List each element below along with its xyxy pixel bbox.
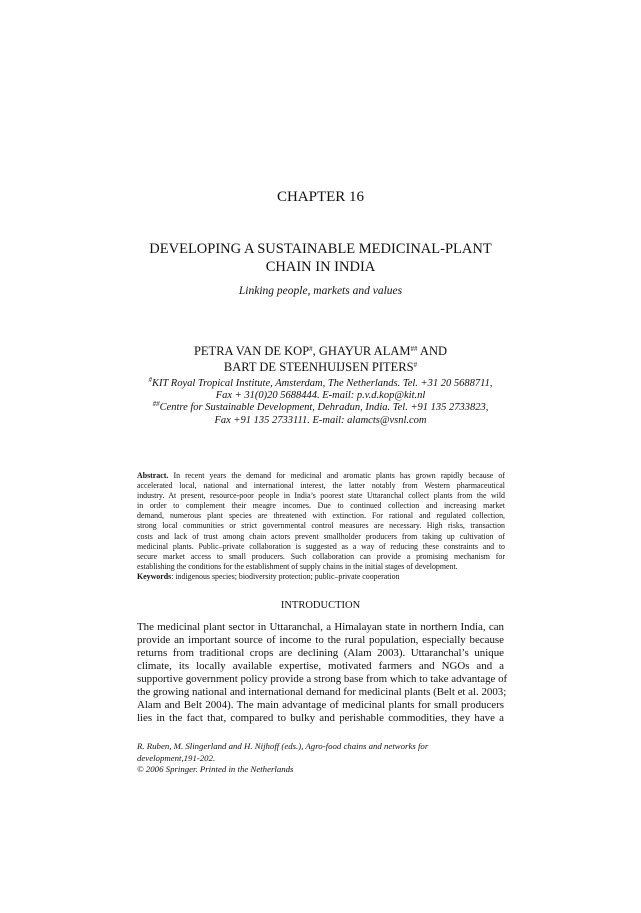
- chapter-subtitle: Linking people, markets and values: [238, 285, 403, 297]
- title-line: CHAIN IN INDIA: [265, 259, 376, 275]
- affiliation-mark: #: [148, 376, 152, 384]
- keywords: [137, 572, 505, 582]
- abstract-line: accelerated local, national and international interest, the latter notably from Western pharmaceutical: [137, 481, 505, 491]
- affiliation-line: KIT Royal Tropical Institute, Amsterdam, The Netherlands. Tel. +31 20 5688711,: [152, 378, 493, 389]
- section-heading: INTRODUCTION: [280, 600, 361, 611]
- affiliation-mark: #: [413, 361, 418, 369]
- body-line: returns from traditional crops are declining (Alam 2003). Uttaranchal’s unique: [137, 647, 504, 659]
- chapter-number: CHAPTER 16: [276, 189, 365, 205]
- affiliation-line: Fax + 31(0)20 5688444. E-mail: p.v.d.kop@kit.nl: [215, 390, 426, 402]
- body-line: The medicinal plant sector in Uttaranchal, a Himalayan state in northern India, can: [137, 621, 504, 633]
- abstract-line: medicinal plants. Public–private collaboration is suggested as a way of reducing these constraints and to: [137, 541, 505, 551]
- body-line: the growing national and international demand for medicinal plants (Belt et al. 2003;: [137, 686, 507, 698]
- footer-line: development,191-202.: [137, 752, 216, 763]
- body-line: lies in the fact that, compared to bulky and perishable commodities, they have a: [137, 712, 504, 724]
- footer-line: R. Ruben, M. Slingerland and H. Nijhoff (eds.), Agro-food chains and networks for: [137, 741, 429, 751]
- abstract-line: industry. At present, resource-poor people in India’s poorest state Uttaranchal collect plants from the wild: [137, 491, 505, 501]
- body-line: climate, its locally available expertise, motivated farmers and NGOs and a: [137, 660, 504, 672]
- keywords-label: Keywords: [137, 571, 172, 581]
- affiliation-mark: #: [309, 345, 313, 353]
- authors: [0, 343, 641, 375]
- author-conjunction: AND: [417, 344, 448, 358]
- abstract: [137, 471, 505, 582]
- keywords-text: : indigenous species; biodiversity protection; public–private cooperation: [171, 571, 400, 581]
- abstract-label: Abstract.: [137, 471, 169, 480]
- affiliations: [0, 378, 641, 427]
- author-name: , GHAYUR ALAM: [312, 344, 411, 358]
- abstract-line: In recent years the demand for medicinal and aromatic plants has grown rapidly because of: [168, 471, 505, 480]
- abstract-line: costs and lack of trust among chain actors prevent smallholder producers from taking up cultivation of: [137, 531, 505, 541]
- body-line: provide an important source of income to the rural population, especially because: [137, 634, 504, 646]
- abstract-line: in order to complement their meagre incomes. Due to continued collection and increasing market: [137, 501, 505, 511]
- footer-line: © 2006 Springer. Printed in the Netherlands: [137, 764, 294, 774]
- abstract-line: establishing the conditions for the establishment of supply chains in the initial stages of development.: [137, 561, 458, 571]
- body-line: Alam and Belt 2004). The main advantage of medicinal plants for small producers: [137, 699, 504, 711]
- affiliation-mark: ##: [410, 345, 418, 353]
- affiliation-line: Fax +91 135 2733111. E-mail: alamcts@vsnl.com: [214, 414, 427, 426]
- author-name: BART DE STEENHUIJSEN PITERS: [223, 360, 414, 374]
- citation-footer: [137, 741, 428, 776]
- abstract-line: secure market access to small producers. Such collaboration can provide a promising mechanism for: [137, 551, 505, 561]
- body-line: supportive government policy provide a strong base from which to take advantage of: [137, 673, 508, 685]
- body-paragraph: [137, 621, 508, 725]
- affiliation-line: Centre for Sustainable Development, Dehradun, India. Tel. +91 135 2733823,: [159, 402, 489, 414]
- author-name: PETRA VAN DE KOP: [193, 344, 310, 358]
- abstract-line: demand, numerous plant species are threatened with extinction. For rational and regulated collection,: [137, 511, 505, 521]
- chapter-title: [0, 240, 641, 276]
- abstract-line: strong local communities or strict governmental control measures are necessary. High risks, transaction: [137, 521, 505, 531]
- affiliation-mark: ##: [152, 400, 160, 409]
- title-line: DEVELOPING A SUSTAINABLE MEDICINAL-PLANT: [149, 241, 492, 257]
